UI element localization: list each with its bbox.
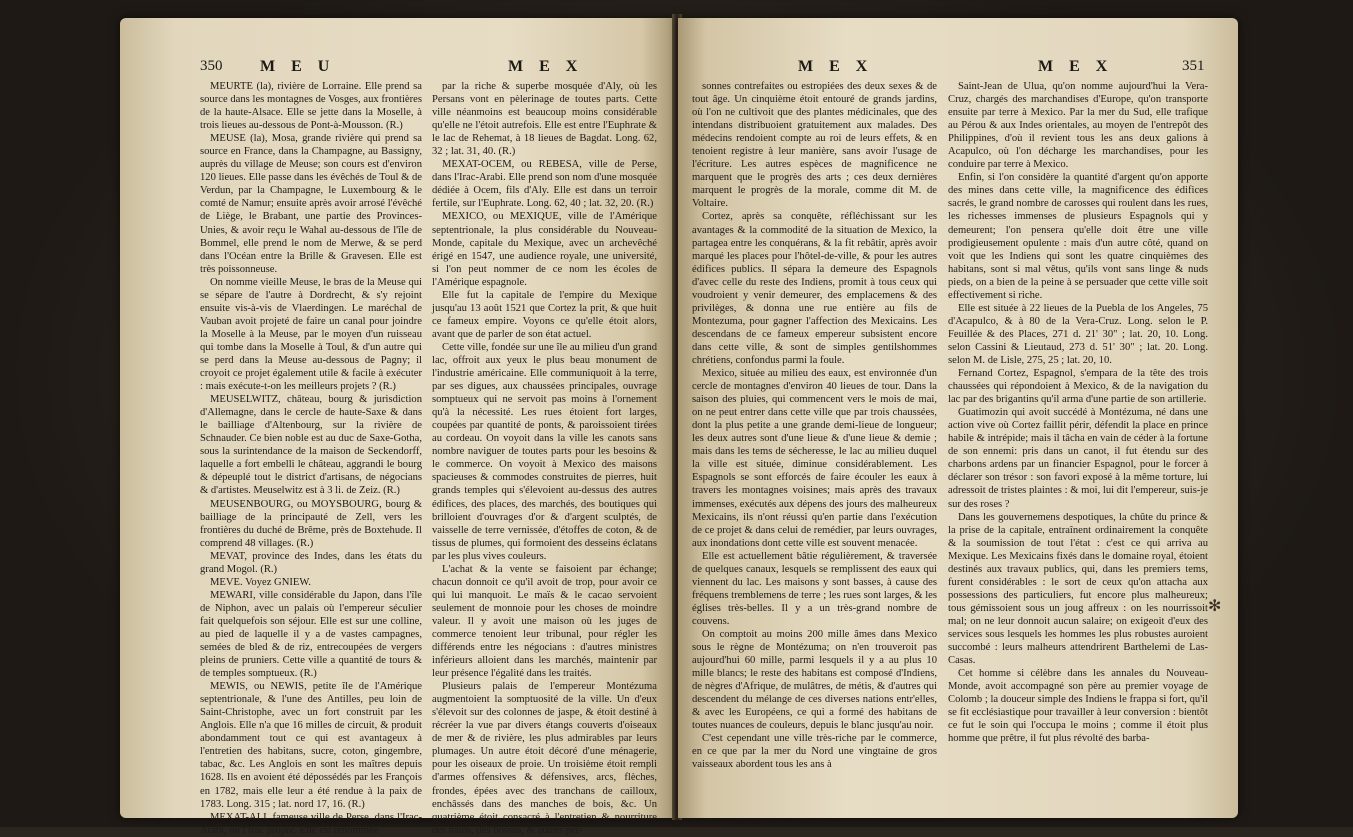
left-column-2 [432,80,657,836]
entry: MEVAT, province des Indes, dans les états du grand Mogol. (R.) [200,550,422,575]
left-page [120,18,675,836]
entry: Fernand Cortez, Espagnol, s'empara de la tête des trois chaussées qui répondoient à Mexico, & de la navigation du lac par des brigantins qu'il arma d'une partie de son artillerie. [948,368,1208,406]
running-head-left: M E X [798,58,874,75]
running-head-right: M E X [1038,58,1114,75]
entry: Elle est actuellement bâtie régulièrement, & traversée de quelques canaux, lesquels se remplissent des eaux qui viennent du lac. Les maisons y sont basses, à cause des fréquens tremblemens de terre ; les rues sont larges, & les églises très-belles. Il y a un très-grand nombre de couvens. [692,550,937,627]
entry: Elle fut la capitale de l'empire du Mexique jusqu'au 13 août 1521 que Cortez la prit, & que huit ce fameux empire. Voyons ce qu'elle étoit alors, avant que de parler de son état actuel. [432,289,657,340]
entry: MEVE. Voyez GNIEW. [210,576,312,588]
entry: On comptoit au moins 200 mille âmes dans Mexico sous le règne de Montézuma; on n'en trouveroit pas aujourd'hui 60 mille, parmi lesquels il y a au plus 10 mille blancs; le reste des habitans est composé d'Indiens, de nègres d'Afrique, de mulâtres, de métis, & d'autres qui descendent du mélange de ces diverses nations entr'elles, & avec les Européens, ce qui a formé des habitans de toutes nuances de couleurs, depuis le blanc jusqu'au noir. [692,628,937,732]
page-number: 351 [1182,58,1205,74]
entry: Saint-Jean de Ulua, qu'on nomme aujourd'hui la Vera-Cruz, chargés des marchandises d'Europe, qu'on transporte ensuite par terre à Mexico. Par la mer du Sud, elle trafique au Pérou & aux Indes orientales, au moyen de l'entrepôt des Philippines, d'où il revient tous les ans deux galions à Acapulco, où l'on décharge les marchandises, pour les conduire par terre à Mexico. [948,81,1208,171]
entry: MEUSELWITZ, château, bourg & jurisdiction d'Allemagne, dans le cercle de haute-Saxe & dans le bailliage d'Altenbourg, sur la rivière de Schnauder. Ce bien noble est au duc de Saxe-Gotha, sous la surintendance de la maison de Seckendorff, laquelle a fort embelli le château, aggrandi le bourg & dépeuplé tout le district d'artisans, de négocians & d'artistes. Meuselwitz est à 3 li. de Zeiz. (R.) [200,394,422,497]
running-head-left: M E U [260,58,336,75]
running-head-right: M E X [508,58,584,75]
left-column-1 [200,80,422,836]
entry: MEURTE (la), rivière de Lorraine. Elle prend sa source dans les montagnes de Vosges, aux frontières de la haute-Alsace. Elle se jette dans la Moselle, à trois lieues au-dessous de Pont-à-Mousson. (R.) [200,81,422,132]
entry: Mexico, située au milieu des eaux, est environnée d'un cercle de montagnes d'environ 40 lieues de tour. Dans la saison des pluies, qui commencent vers le mois de mai, on ne peut entrer dans cette ville que par trois chaussées, dont la plus petite a une grande demi-lieue de longueur; les deux autres sont d'une lieue & d'une lieue & demie ; mais dans les tems de sécheresse, le lac au milieu duquel la ville est située, diminue considérablement. Les Espagnols se sont efforcés de faire écouler les eaux à travers les montagnes voisines; mais après des travaux immenses, exécutés aux dépens des jours des malheureux Mexicains, ils n'ont réussi qu'en partie dans l'exécution de ce projet & dans celui de remédier, par leurs ouvrages, aux inondations dont cette ville est souvent menacée. [692,368,937,549]
entry: Dans les gouvernemens despotiques, la chûte du prince & la prise de la capitale, entraînent ordinairement la conquête & la soumission de tout l'état : c'est ce qui arriva au Mexique. Les Mexicains fixés dans le domaine royal, étoient destinés aux travaux publics, qui, dans les premiers tems, furent considérables : le sort de ceux qu'on attacha aux possessions des particuliers, fut encore plus malheureux; tous gémissoient sous un joug affreux : on les nourrissoit mal; on ne leur donnoit aucun salaire; on exigeoit d'eux des services sous lesquels les hommes les plus robustes auroient succombé : leurs malheurs attendrirent Barthelemi de Las-Casas. [948,511,1208,667]
entry: MEWIS, ou NEWIS, petite île de l'Amérique septentrionale, & l'une des Antilles, peu loin de Saint-Christophe, avec un fort construit par les Anglois. Elle n'a que 16 milles de circuit, & produit abondamment tout ce qui est avantageux à l'entretien des habitans, sucre, coton, gingembre, tabac, &c. Les Anglois en sont les maîtres depuis 1628. Ils en avoient été dépossédés par les François en 1782, mais elle leur a été rendue à la paix de 1783. Long. 315 ; lat. nord 17, 16. (R.) [200,681,422,810]
right-column-2 [948,80,1208,810]
entry: Cortez, après sa conquête, réfléchissant sur les avantages & la commodité de la situation de Mexico, la partagea entre les conquérans, & la fit rebâtir, après avoir marqué les places pour l'hôtel-de-ville, & pour les autres édifices publics. Il sépara la demeure des Espagnols d'avec celle du reste des Indiens, promit à tous ceux qui voudroient y venir demeurer, des emplacemens & des privilèges, & donna une rue entière au fils de Montezuma, pour gagner l'affection des Mexicains. Les descendans de ce fameux empereur subsistent encore dans cette ville, & sont de simples gentilshommes chrétiens, confondus parmi la foule. [692,211,937,366]
entry: MEUSENBOURG, ou MOYSBOURG, bourg & bailliage de la principauté de Zell, vers les frontières du duché de Brême, près de Boxtehude. Il comprend 48 villages. (R.) [200,498,422,549]
right-page [678,18,1238,818]
entry: MEXAT-ALI, fameuse ville de Perse, dans l'Irac-Arabi, ou l'Irac propre. Elle est renommée [200,811,422,836]
entry: On nomme vieille Meuse, le bras de la Meuse qui se sépare de l'autre à Dordrecht, & s'y rejoint ensuite vis-à-vis de Vlaerdingen. Le maréchal de Vauban avoit projeté de faire un canal pour joindre la Moselle à la Meuse, par le moyen d'un ruisseau qui tombe dans la Moselle à Toul, & d'un autre qui se perd dans la Meuse au-dessous de Pagny; il croyoit ce projet également utile & facile à exécuter : mais exécute-t-on les meilleurs projets ? (R.) [200,276,422,393]
page-number: 350 [200,58,223,74]
margin-ornament-icon: ✻ [1208,598,1222,615]
entry: Guatimozin qui avoit succédé à Montézuma, né dans une action vive où Cortez faillit périr, défendit la place en prince habile & intrépide; mais il tâcha en vain de céder à la fortune de son ennemi: pris dans un canot, il fut étendu sur des charbons ardens par un financier Espagnol, pour le forcer à déclarer son trésor : son favori exposé à la même torture, lui adressoit de tristes plaintes : & moi, lui dit l'empereur, suis-je sur des roses ? [948,407,1208,510]
entry: MEXICO, ou MEXIQUE, ville de l'Amérique septentrionale, la plus considérable du Nouveau-Monde, capitale du Mexique, avec un archevêché érigé en 1547, une audience royale, une université, si l'on peut nommer de ce nom les écoles de l'Amérique espagnole. [432,211,657,288]
entry: MEWARI, ville considérable du Japon, dans l'île de Niphon, avec un palais où l'empereur séculier fait quelquefois son séjour. Elle est sur une colline, au pied de laquelle il y a de vastes campagnes, semées de bled & de riz, entrecoupées de vergers pleins de pruniers. Cette ville a quantité de tours & de temples somptueux. (R.) [200,589,422,680]
entry: Plusieurs palais de l'empereur Montézuma augmentoient la somptuosité de la ville. Un d'eux s'élevoit sur des colonnes de jaspe, & étoit destiné à récréer la vue par divers étangs couverts d'oiseaux de mer & de rivière, les plus admirables par leurs plumages. Un autre étoit décoré d'une ménagerie, pour les oiseaux de proie. Un troisième étoit rempli d'armes offensives & défensives, arcs, flèches, frondes, épées avec des tranchans de cailloux, enchâssés dans des manches de bois, &c. Un quatrième étoit consacré à l'entretien & nourriture des nains, des bossus, & autres per- [432,681,657,836]
entry: sonnes contrefaites ou estropiées des deux sexes & de tout âge. Un cinquième étoit entouré de grands jardins, où l'on ne cultivoit que des plantes médicinales, que des intendans distribuoient gratuitement aux malades. Des médecins rendoient compte au roi de leurs effets, & en tenoient registre à leur manière, sans avoir l'usage de l'écriture. Les autres espèces de magnificence ne marquent que le progrès des arts ; ces deux dernières marquent le progrès de la morale, comme dit M. de Voltaire. [692,81,937,210]
entry: L'achat & la vente se faisoient par échange; chacun donnoit ce qu'il avoit de trop, pour avoir ce qui lui manquoit. Le maïs & le cacao servoient seulement de monnoie pour les choses de moindre valeur. Il y avoit une maison où les juges de commerce tenoient leur tribunal, pour régler les différends entre les négocians : d'autres ministres inférieurs alloient dans les marchés, maintenir par leur présence l'égalité dans les traités. [432,563,657,680]
entry: MEXAT-OCEM, ou REBESA, ville de Perse, dans l'Irac-Arabi. Elle prend son nom d'une mosquée dédiée à Ocem, fils d'Aly. Elle est dans un terroir fertile, sur l'Euphrate. Long. 62, 40 ; lat. 32, 20. (R.) [432,159,657,210]
right-column-1 [692,80,937,810]
entry: MEUSE (la), Mosa, grande rivière qui prend sa source en France, dans la Champagne, au Bassigny, auprès du village de Meuse; son cours est d'environ 120 lieues. Elle passe dans les évêchés de Toul & de Verdun, par la Champagne, le Luxembourg & le comté de Namur; ensuite après avoir arrosé l'évêché de Liège, le Brabant, une partie des Provinces-Unies, & avoir reçu le Wahal au-dessous de l'île de Bommel, elle prend le nom de Merwe, & se perd dans l'Océan entre la Brille & Gravesen. Elle est très poissonneuse. [200,133,422,275]
entry: par la riche & superbe mosquée d'Aly, où les Persans vont en pèlerinage de toutes parts. Cette ville néanmoins est beaucoup moins considérable qu'elle ne l'étoit autrefois. Elle est entre l'Euphrate & le lac de Rehemat, à 18 lieues de Bagdat. Long. 62, 32 ; lat. 31, 40. (R.) [432,81,657,158]
entry: Cette ville, fondée sur une île au milieu d'un grand lac, offroit aux yeux le plus beau monument de l'industrie américaine. Elle communiquoit à la terre, par ses digues, aux chaussées principales, ouvrage somptueux qui ne servoit pas moins à l'ornement qu'à la nécessité. Les rues étoient fort larges, coupées par quantité de ponts, & paroissoient tirées au cordeau. On voyoit dans la ville les canots sans nombre naviguer de toutes parts pour les besoins & le commerce. On voyoit à Mexico des maisons spacieuses & commodes construites de pierres, huit grands temples qui s'élevoient au-dessus des autres édifices, des places, des marchés, des boutiques qui brilloient d'ouvrages d'or & d'argent sculptés, de vaisselle de terre vernissée, d'étoffes de coton, & de tissus de plumes, qui formoient des desseins éclatans par les plus vives couleurs. [432,341,657,562]
entry: Cet homme si célèbre dans les annales du Nouveau-Monde, avoit accompagné son père au premier voyage de Colomb ; la douceur simple des Indiens le frappa si fort, qu'il se fit ecclésiastique pour travailler à leur conversion : bientôt ce fut le soin qui l'occupa le moins ; comme il étoit plus homme que prêtre, il fut plus révolté des barba- [948,668,1208,745]
entry: C'est cependant une ville très-riche par le commerce, en ce que par la mer du Nord une vingtaine de gros vaisseaux abordent tous les ans à [692,733,937,771]
entry: Enfin, si l'on considère la quantité d'argent qu'on apporte des mines dans cette ville, la magnificence des édifices sacrés, le grand nombre de carosses qui roulent dans les rues, les richesses immenses de plusieurs Espagnols qui y demeurent; l'on pensera qu'elle doit être une ville prodigieusement opulente : mais d'un autre côté, quand on voit que les Indiens qui sont les quatre cinquièmes des habitans, sont si mal vêtus, qu'ils vont sans linge & nuds pieds, on a bien de la peine à se persuader que cette ville soit effectivement si riche. [948,172,1208,301]
entry: Elle est située à 22 lieues de la Puebla de los Angeles, 75 d'Acapulco, & à 80 de la Vera-Cruz. Long. selon le P. Feuillée & des Places, 271 d. 21' 30" ; lat. 20, 10. Long. selon Cassini & Lieutaud, 273 d. 51' 30" ; lat. 20. Long. selon M. de Lisle, 275, 25 ; lat. 20, 10. [948,302,1208,366]
